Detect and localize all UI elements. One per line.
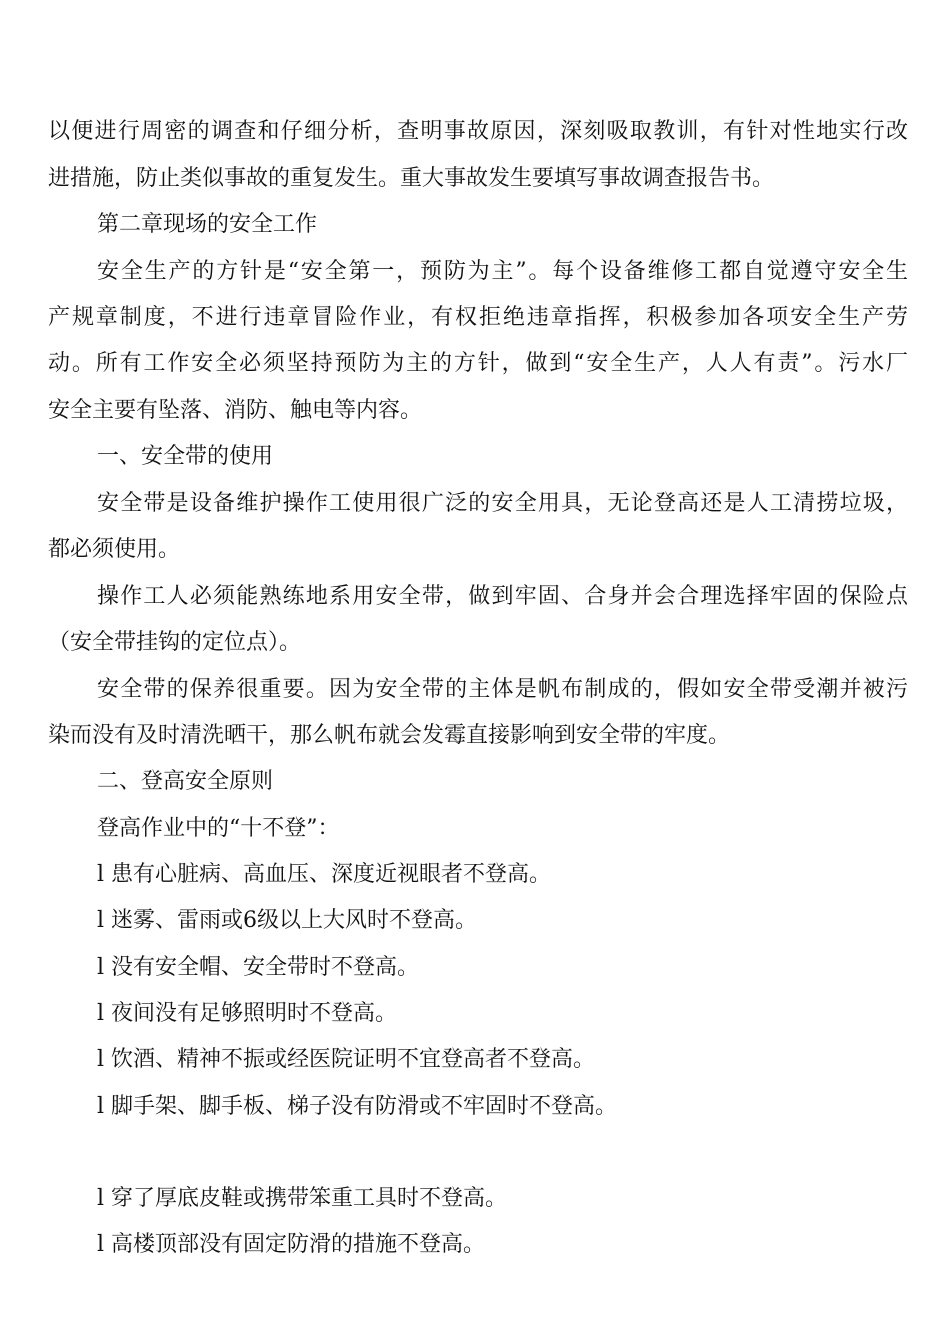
chapter-heading: 第二章现场的安全工作 <box>97 212 318 237</box>
paragraph-line: 安全带的保养很重要。因为安全带的主体是帆布制成的，假如安全带受潮并被污 <box>97 677 908 702</box>
list-item: l 高楼顶部没有固定防滑的措施不登高。 <box>97 1232 486 1257</box>
paragraph-line: 染而没有及时清洗晒干，那么帆布就会发霉直接影响到安全带的牢度。 <box>48 723 731 748</box>
paragraph-line: 安全主要有坠落、消防、触电等内容。 <box>48 398 423 423</box>
list-item: l 没有安全帽、安全带时不登高。 <box>97 955 420 980</box>
list-item: l 迷雾、雷雨或6级以上大风时不登高。 <box>97 908 478 933</box>
paragraph-line: 以便进行周密的调查和仔细分析，查明事故原因，深刻吸取教训，有针对性地实行改 <box>48 119 908 144</box>
paragraph-line: 操作工人必须能熟练地系用安全带，做到牢固、合身并会合理选择牢固的保险点 <box>97 584 908 609</box>
list-item: l 患有心脏病、高血压、深度近视眼者不登高。 <box>97 862 552 887</box>
list-item: l 穿了厚底皮鞋或携带笨重工具时不登高。 <box>97 1186 508 1211</box>
paragraph-line: 产规章制度，不进行违章冒险作业，有权拒绝违章指挥，积极参加各项安全生产劳 <box>48 305 908 330</box>
list-item: l 脚手架、脚手板、梯子没有防滑或不牢固时不登高。 <box>97 1094 618 1119</box>
paragraph-line: 安全带是设备维护操作工使用很广泛的安全用具，无论登高还是人工清捞垃圾， <box>97 491 908 516</box>
paragraph-line: 登高作业中的“十不登”： <box>97 816 340 841</box>
paragraph-line: （安全带挂钩的定位点）。 <box>48 630 302 655</box>
paragraph-line: 安全生产的方针是“安全第一，预防为主”。每个设备维修工都自觉遵守安全生 <box>97 259 908 284</box>
list-item: l 饮酒、精神不振或经医院证明不宜登高者不登高。 <box>97 1047 596 1072</box>
paragraph-line: 动。所有工作安全必须坚持预防为主的方针，做到“安全生产，人人有责”。污水厂 <box>48 351 908 376</box>
section-heading: 一、安全带的使用 <box>97 444 274 469</box>
paragraph-line: 都必须使用。 <box>48 537 181 562</box>
paragraph-line: 进措施，防止类似事故的重复发生。重大事故发生要填写事故调查报告书。 <box>48 166 775 191</box>
list-item: l 夜间没有足够照明时不登高。 <box>97 1001 398 1026</box>
section-heading: 二、登高安全原则 <box>97 769 274 794</box>
